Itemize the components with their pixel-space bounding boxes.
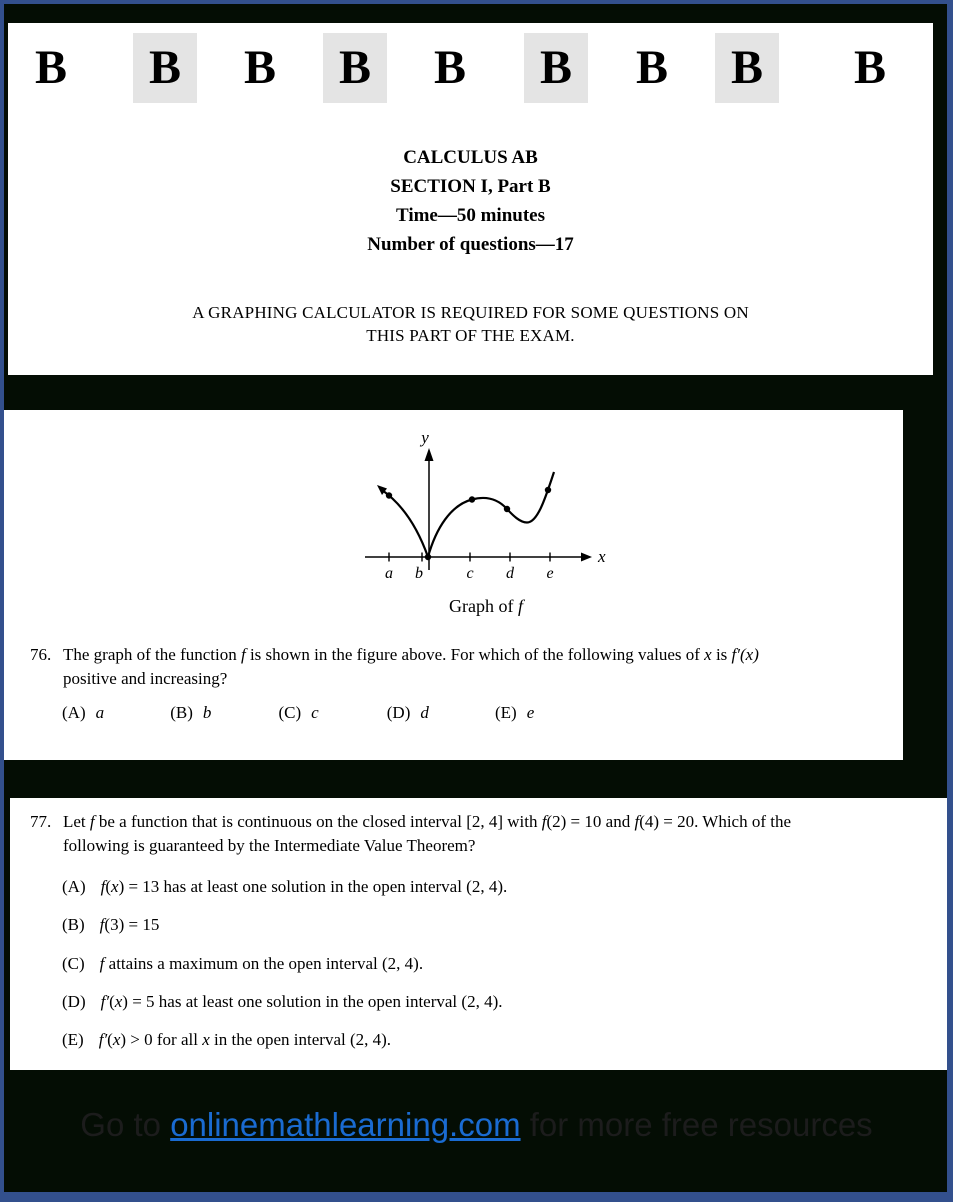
- point-e: [545, 487, 551, 493]
- q76-part: f′(x): [731, 645, 759, 664]
- section-b-marker: B: [433, 41, 466, 94]
- q76-part: is: [711, 645, 732, 664]
- choice-part: (: [107, 1030, 113, 1049]
- q76-part: is shown in the figure above. For which of the following values of: [245, 645, 705, 664]
- q77-part: f: [634, 812, 640, 831]
- y-axis-label: y: [421, 430, 429, 447]
- exam-header: [8, 143, 933, 259]
- choice-label: (A): [62, 877, 86, 896]
- point-c: [469, 496, 475, 502]
- footer-prefix: Go to: [80, 1106, 171, 1143]
- section-b-marker: B: [243, 41, 276, 94]
- choice-value: d: [420, 703, 429, 722]
- choice-label: (B): [62, 915, 85, 934]
- question-number: 76.: [30, 645, 52, 664]
- choice-a: [62, 703, 166, 723]
- y-axis-arrow-icon: [425, 448, 434, 461]
- choice-part: ) > 0 for all: [120, 1030, 203, 1049]
- question-77-sheet: [10, 798, 947, 1070]
- header-sheet: [8, 23, 933, 375]
- choice-label: (E): [62, 1030, 84, 1049]
- x-axis-label: x: [598, 547, 606, 566]
- choice-label: (C): [278, 703, 302, 722]
- figure-caption: [386, 596, 586, 617]
- onlinemathlearning-link[interactable]: onlinemathlearning.com: [170, 1106, 521, 1143]
- choice-value: c: [311, 703, 319, 722]
- q77-part: Let: [63, 812, 90, 831]
- choice-part: x: [112, 1030, 121, 1049]
- q77-part: (4) = 20. Which of the: [639, 812, 792, 831]
- section-b-marker: B: [635, 41, 668, 94]
- choice-value: e: [526, 703, 535, 722]
- point-a: [386, 492, 392, 498]
- choice-part: f: [100, 877, 106, 896]
- calculator-note-line1: A GRAPHING CALCULATOR IS REQUIRED FOR SOME QUESTIONS ON: [192, 303, 749, 322]
- choice-part: ) = 5 has at least one solution in the open interval (2, 4).: [122, 992, 503, 1011]
- question-76-choices: [62, 703, 534, 723]
- exam-title: CALCULUS AB: [403, 147, 538, 168]
- curve-left-branch: [382, 490, 428, 557]
- choice-value: b: [202, 703, 212, 722]
- tick-label-c: c: [466, 565, 474, 582]
- choice-b: [62, 914, 159, 936]
- tick-label-b: b: [415, 565, 423, 582]
- footer-banner: [0, 1102, 953, 1148]
- calculator-note-line2: THIS PART OF THE EXAM.: [366, 326, 575, 345]
- choice-part: x: [202, 1030, 210, 1049]
- choice-part: x: [111, 877, 119, 896]
- tick-label-a: a: [385, 565, 393, 582]
- question-77-text: [30, 810, 953, 858]
- choice-label: (D): [62, 992, 86, 1011]
- curve-main-branch: [428, 472, 554, 557]
- function-graph: [355, 430, 615, 588]
- choice-a: [62, 876, 507, 898]
- choice-part: f: [99, 954, 105, 973]
- q77-part: (2) = 10 and: [546, 812, 635, 831]
- tick-label-d: d: [506, 565, 514, 582]
- section-b-marker: B: [524, 33, 588, 103]
- choice-label: (E): [495, 703, 517, 722]
- choice-part: x: [114, 992, 123, 1011]
- choice-value: a: [95, 703, 105, 722]
- choice-part: attains a maximum on the open interval (2, 4).: [104, 954, 424, 973]
- q77-part: following is guaranteed by the Intermediate Value Theorem?: [63, 836, 476, 855]
- choice-b: [170, 703, 274, 723]
- choice-d: [387, 703, 491, 723]
- choice-label: (B): [170, 703, 193, 722]
- caption-f: f: [517, 596, 523, 616]
- choice-part: f′: [98, 1030, 108, 1049]
- question-76-text: [30, 643, 928, 691]
- q76-part: f: [240, 645, 246, 664]
- q77-part: f: [89, 812, 95, 831]
- choice-part: f: [99, 915, 105, 934]
- q77-part: be a function that is continuous on the closed interval [2, 4] with: [94, 812, 542, 831]
- tick-label-e: e: [546, 565, 554, 582]
- choice-c: [62, 953, 423, 975]
- point-d: [504, 506, 510, 512]
- caption-text: Graph of: [449, 596, 518, 616]
- section-b-marker: B: [34, 41, 67, 94]
- choice-e: [495, 703, 534, 723]
- choice-part: (: [105, 877, 112, 896]
- calculator-note: [8, 301, 933, 347]
- section-b-marker: B: [323, 33, 387, 103]
- q77-part: f: [541, 812, 547, 831]
- section-b-marker: B: [133, 33, 197, 103]
- footer-suffix: for more free resources: [520, 1106, 873, 1143]
- choice-label: (A): [62, 703, 86, 722]
- exam-section: SECTION I, Part B: [390, 176, 551, 197]
- choice-part: ) = 13 has at least one solution in the open interval (2, 4).: [118, 877, 508, 896]
- choice-c: [279, 703, 383, 723]
- q76-part: positive and increasing?: [63, 669, 228, 688]
- choice-e: [62, 1029, 391, 1051]
- choice-part: (3) = 15: [104, 915, 160, 934]
- exam-question-count: Number of questions—17: [367, 234, 574, 255]
- choice-part: in the open interval (2, 4).: [209, 1030, 392, 1049]
- x-axis-arrow-icon: [581, 553, 592, 562]
- question-number: 77.: [30, 812, 52, 831]
- choice-part: f′: [100, 992, 110, 1011]
- choice-d: [62, 991, 502, 1013]
- section-b-marker: B: [715, 33, 779, 103]
- question-76-sheet: [4, 410, 903, 760]
- q76-part: x: [704, 645, 712, 664]
- section-b-marker: B: [853, 41, 886, 94]
- choice-label: (D): [386, 703, 411, 722]
- choice-label: (C): [62, 954, 85, 973]
- choice-part: (: [109, 992, 115, 1011]
- exam-time: Time—50 minutes: [395, 205, 545, 226]
- point-b: [425, 554, 431, 560]
- q76-part: The graph of the function: [63, 645, 241, 664]
